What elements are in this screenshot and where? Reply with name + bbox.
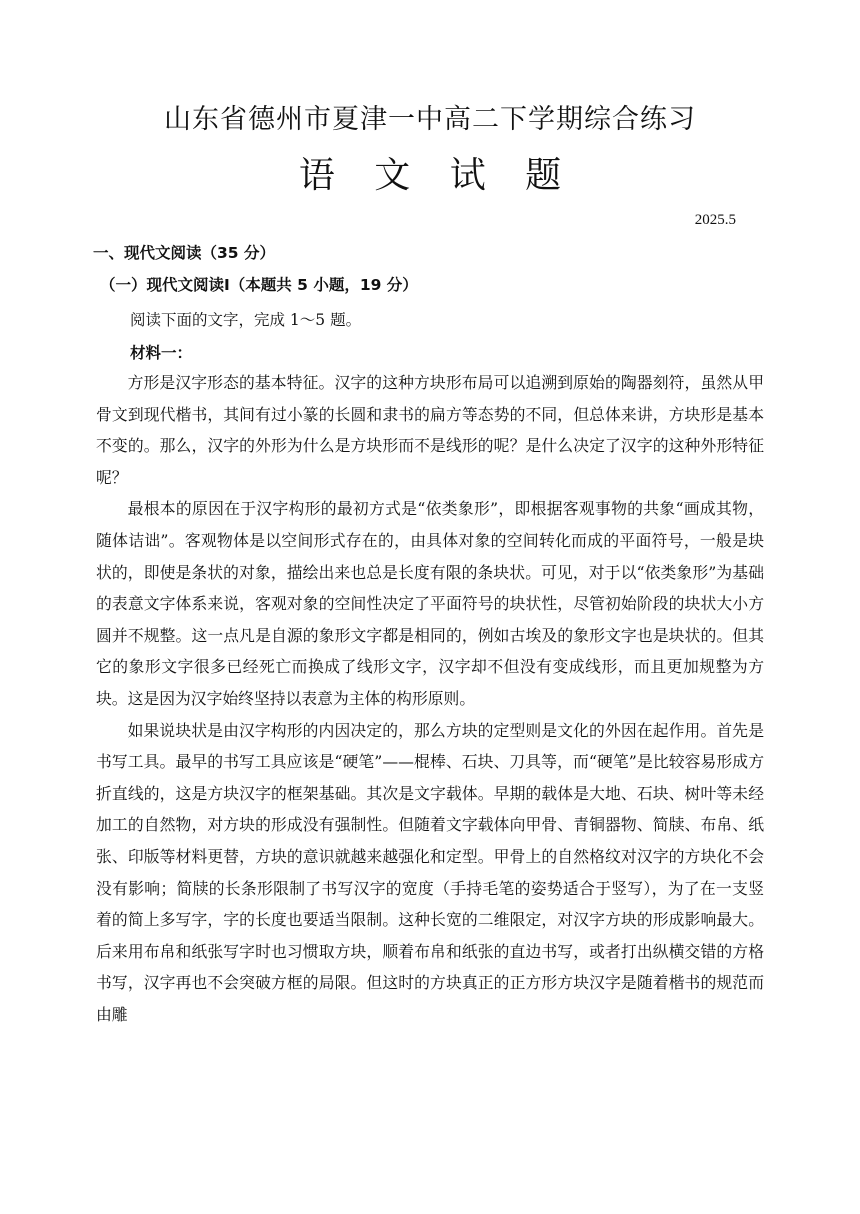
passage-body bbox=[96, 367, 764, 1030]
exam-subject-title: 语 文 试 题 bbox=[298, 155, 576, 196]
exam-date: 2025.5 bbox=[694, 212, 736, 228]
passage-paragraph-2: 最根本的原因在于汉字构形的最初方式是“依类象形”，即根据客观事物的共象“画成其物，随体诘诎”。客观物体是以空间形式存在的，由具体对象的空间转化而成的平面符号，一般是块状的，即使是条状的对象，描绘出来也总是长度有限的条块状。可见，对于以“依类象形”为基础的表意文字体系来说，客观对象的空间性决定了平面符号的块状性，尽管初始阶段的块状大小方圆并不规整。这一点凡是自源的象形文字都是相同的，例如古埃及的象形文字也是块状的。但其它的象形文字很多已经死亡而换成了线形文字，汉字却不但没有变成线形，而且更加规整为方块。这是因为汉字始终坚持以表意为主体的构形原则。 bbox=[96, 499, 764, 708]
section-heading: 一、现代文阅读（35 分） bbox=[93, 244, 275, 262]
exam-title: 山东省德州市夏津一中高二下学期综合练习 bbox=[164, 104, 696, 135]
reading-instruction: 阅读下面的文字，完成 1～5 题。 bbox=[130, 311, 362, 329]
passage-paragraph-1: 方形是汉字形态的基本特征。汉字的这种方块形布局可以追溯到原始的陶器刻符，虽然从甲骨文到现代楷书，其间有过小篆的长圆和隶书的扁方等态势的不同，但总体来讲，方块形是基本不变的。那么，汉字的外形为什么是方块形而不是线形的呢？是什么决定了汉字的这种外形特征呢？ bbox=[96, 373, 764, 487]
subsection-heading: （一）现代文阅读Ⅰ（本题共 5 小题，19 分） bbox=[100, 276, 418, 294]
material-label: 材料一： bbox=[130, 344, 193, 362]
passage-paragraph-3: 如果说块状是由汉字构形的内因决定的，那么方块的定型则是文化的外因在起作用。首先是书写工具。最早的书写工具应该是“硬笔”——棍棒、石块、刀具等，而“硬笔”是比较容易形成方折直线的，这是方块汉字的框架基础。其次是文字载体。早期的载体是大地、石块、树叶等未经加工的自然物，对方块的形成没有强制性。但随着文字载体向甲骨、青铜器物、简牍、布帛、纸张、印版等材料更替，方块的意识就越来越强化和定型。甲骨上的自然格纹对汉字的方块化不会没有影响；简牍的长条形限制了书写汉字的宽度（手持毛笔的姿势适合于竖写），为了在一支竖着的简上多写字，字的长度也要适当限制。这种长宽的二维限定，对汉字方块的形成影响最大。后来用布帛和纸张写字时也习惯取方块，顺着布帛和纸张的直边书写，或者打出纵横交错的方格书写，汉字再也不会突破方框的局限。但这时的方块真正的正方形方块汉字是随着楷书的规范而由雕 bbox=[96, 720, 764, 1024]
